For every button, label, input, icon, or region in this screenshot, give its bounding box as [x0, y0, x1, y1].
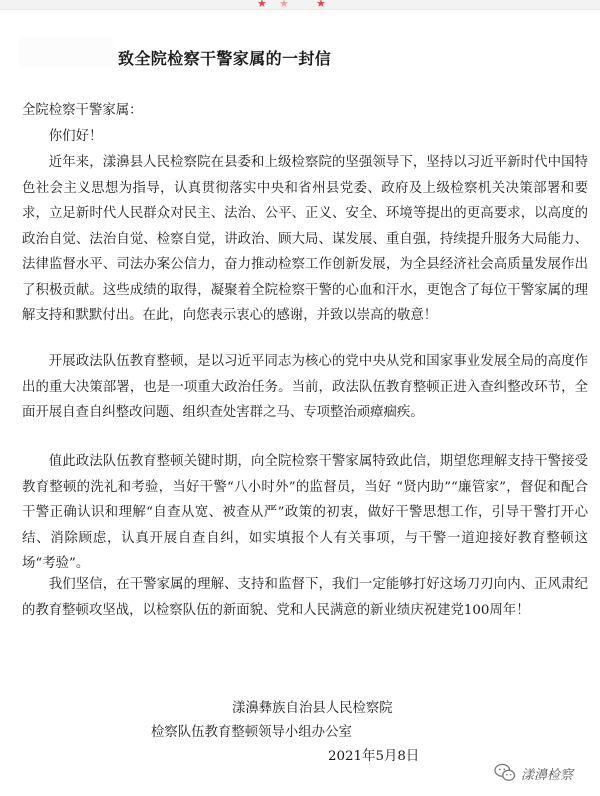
body-paragraph-2: 开展政法队伍教育整顿，是以习近平同志为核心的党中央从党和国家事业发展全局的高度作出的重大决策部署，也是一项重大政治任务。当前，政法队伍教育整顿正进入查纠整改环节，全面开展自查自纠整改问题、组织查处害群之马、专项整治顽瘴痼疾。	[22, 354, 588, 420]
top-decorative-bar	[0, 0, 600, 10]
wechat-icon	[494, 763, 516, 783]
star-icon: ★	[279, 0, 289, 10]
wechat-watermark	[494, 758, 598, 788]
body-paragraph-1: 近年来，漾濞县人民检察院在县委和上级检察院的坚强领导下，坚持以习近平新时代中国特色社会主义思想为指导，认真贯彻落实中央和省州县党委、政府及上级检察机关决策部署和要求，立足新时代人民群众对民主、法治、公平、正义、安全、环境等提出的更高要求，以高度的政治自觉、法治自觉、检察自觉，讲政治、顾大局、谋发展、重自强，持续提升服务大局能力、法律监督水平、司法办案公信力，奋力推动检察工作创新发展，为全县经济社会高质量发展作出了积极贡献。这些成绩的取得，凝聚着全院检察干警的心血和汗水，更饱含了每位干警家属的理解支持和默默付出。在此，向您表示衷心的感谢，并致以崇高的敬意！	[22, 155, 588, 323]
star-icon: ★	[316, 0, 326, 10]
wechat-account-name: 漾濞检察	[521, 767, 574, 783]
signature-organization: 漾濞彝族自治县人民检察院	[232, 701, 393, 716]
salutation: 全院检察干警家属：	[22, 103, 143, 118]
body-paragraph-3: 值此政法队伍教育整顿关键时期，向全院检察干警家属特致此信，期望您理解支持干警接受教育整顿的洗礼和考验，当好干警“八小时外”的监督员，当好 “贤内助”“廉管家”，督促和配合干警正确认识和理解“自查从宽、被查从严”政策的初衷，做好干警思想工作，引导干警打开心结、消除顾虑，认真开展自查自纠，如实填报个人有关事项，与干警一道迎接好教育整顿这场“考验”。	[22, 454, 588, 571]
redacted-area	[19, 37, 113, 67]
letter-title: 致全院检察干警家属的一封信	[118, 49, 332, 68]
greeting: 你们好！	[48, 129, 103, 144]
signature-date: 2021年5月8日	[328, 749, 420, 764]
body-paragraph-4: 我们坚信，在干警家属的理解、支持和监督下，我们一定能够打好这场刀刃向内、正风肃纪的教育整顿攻坚战，以检察队伍的新面貌、党和人民满意的新业绩庆祝建党100周年！	[22, 577, 588, 618]
signature-office: 检察队伍教育整顿领导小组办公室	[151, 725, 352, 740]
star-icon: ★	[257, 0, 267, 10]
